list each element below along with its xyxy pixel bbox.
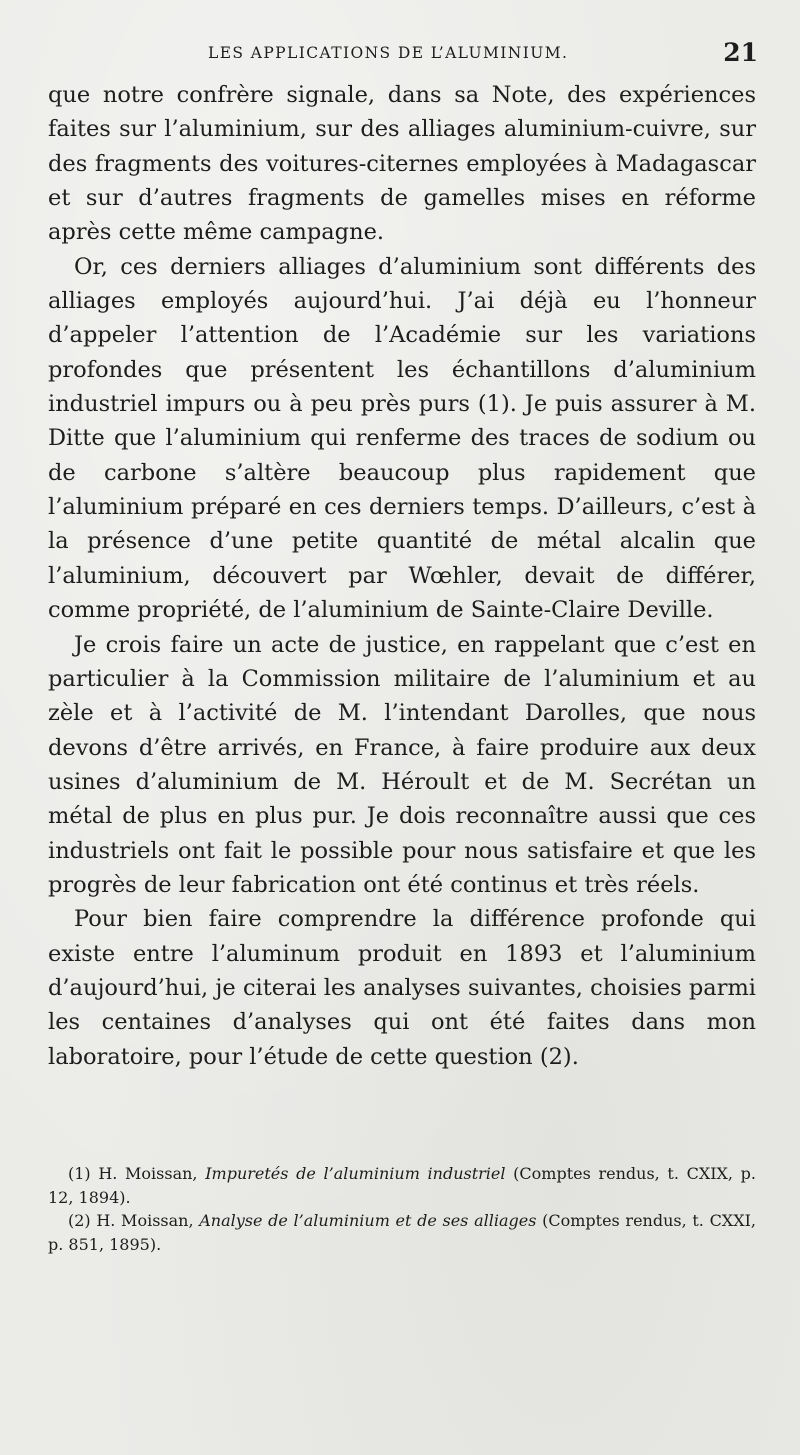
footnotes <box>48 1162 756 1256</box>
footnote-2-suffix: (Comptes rendus, t. CXXI, p. 851, 1895). <box>48 1211 756 1254</box>
footnote-1-title: Impuretés de l’aluminium industriel <box>205 1164 506 1183</box>
paragraph-4: Pour bien faire comprendre la différence profonde qui existe entre l’aluminum produit en 1893 et l’aluminium d’aujourd’hui, je citerai les analyses suivantes, choisies parmi les centaines d’analyses qui ont été faites dans mon laboratoire, pour l’étude de cette question (2). <box>48 906 756 1070</box>
paragraph-2: Or, ces derniers alliages d’aluminium sont différents des alliages employés aujourd’hui. J’ai déjà eu l’honneur d’appeler l’attention de l’Académie sur les variations profondes que présentent les échantillons d’aluminium industriel impurs ou à peu près purs (1). Je puis assurer à M. Ditte que l’aluminium qui renferme des traces de sodium ou de carbone s’altère beaucoup plus rapidement que l’aluminium préparé en ces derniers temps. D’ailleurs, c’est à la présence d’une petite quantité de métal alcalin que l’aluminium, découvert par Wœhler, devait de différer, comme propriété, de l’aluminium de Sainte-Claire Deville. <box>48 253 756 624</box>
footnote-2 <box>48 1209 756 1256</box>
paragraph-1: que notre confrère signale, dans sa Note, des expériences faites sur l’aluminium, sur des alliages aluminium-cuivre, sur des fragments des voitures-citernes employées à Madagascar et sur d’autres fragments de gamelles mises en réforme après cette même campagne. <box>48 82 756 246</box>
paragraph-3: Je crois faire un acte de justice, en rappelant que c’est en particulier à la Commission militaire de l’aluminium et au zèle et à l’activité de M. l’intendant Darolles, que nous devons d’être arrivés, en France, à faire produire aux deux usines d’aluminium de M. Héroult et de M. Secrétan un métal de plus en plus pur. Je dois reconnaître aussi que ces industriels ont fait le possible pour nous satisfaire et que les progrès de leur fabrication ont été continus et très réels. <box>48 631 756 898</box>
running-title: LES APPLICATIONS DE L’ALUMINIUM. <box>208 44 569 62</box>
page-number: 21 <box>723 38 758 67</box>
body-text <box>48 78 756 1074</box>
page-header <box>48 38 758 68</box>
footnote-1-prefix: (1) H. Moissan, <box>68 1164 206 1183</box>
footnote-1 <box>48 1162 756 1209</box>
footnote-2-prefix: (2) H. Moissan, <box>68 1211 200 1230</box>
footnote-1-suffix: (Comptes rendus, t. CXIX, p. 12, 1894). <box>48 1164 757 1207</box>
footnote-2-title: Analyse de l’aluminium et de ses alliages <box>199 1211 537 1230</box>
